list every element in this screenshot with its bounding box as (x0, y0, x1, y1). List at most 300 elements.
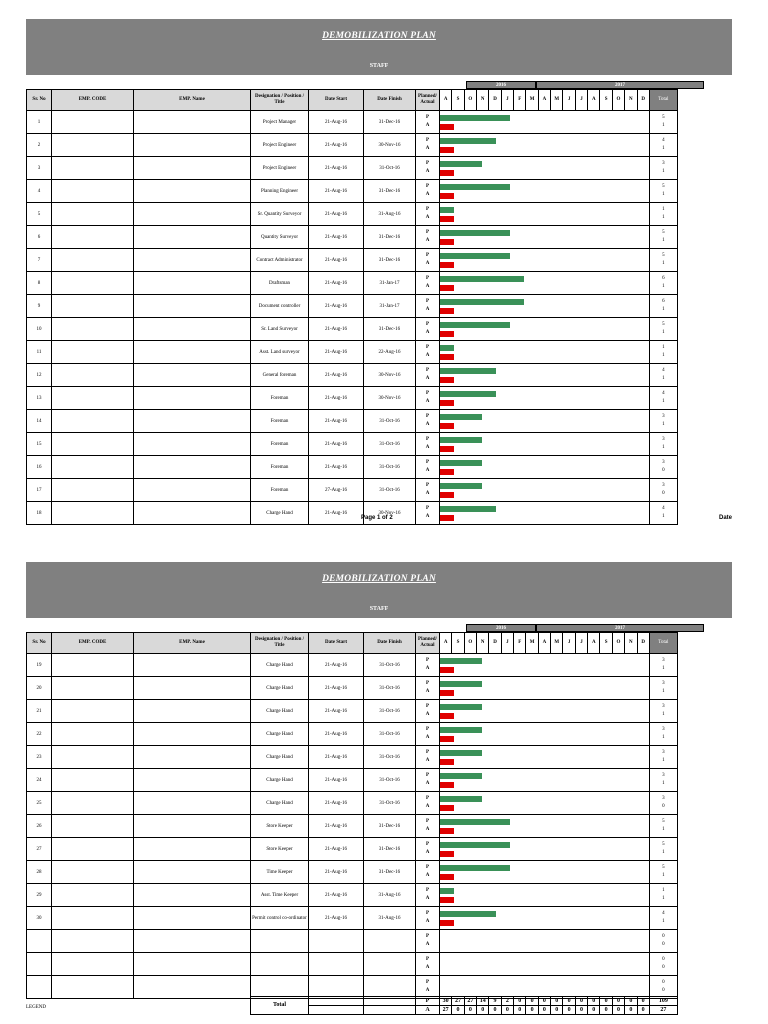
designation-cell: Project Engineer (251, 134, 309, 157)
planned-actual-cell (416, 654, 440, 677)
col-header-date-start: Date Start (309, 90, 364, 111)
gantt-cell (440, 953, 650, 976)
planned-bar (440, 138, 496, 144)
date-start-cell: 21-Aug-16 (309, 838, 364, 861)
date-start-cell: 21-Aug-16 (309, 456, 364, 479)
gantt-cell (440, 111, 650, 134)
col-header-designation: Designation / Position / Title (251, 90, 309, 111)
staff-table-page-1 (26, 89, 678, 525)
row-total-cell (649, 746, 677, 769)
date-start-cell: 21-Aug-16 (309, 723, 364, 746)
month-header: S (452, 633, 464, 654)
title-banner (26, 562, 732, 618)
planned-label: P (425, 138, 430, 143)
emp-code-cell (52, 502, 134, 525)
gantt-cell (440, 723, 650, 746)
planned-month-sum: 0 (538, 997, 550, 1006)
gantt-cell (440, 769, 650, 792)
planned-total: 0 (662, 980, 665, 985)
month-header: O (612, 633, 624, 654)
planned-month-sum: 0 (551, 997, 563, 1006)
planned-label: P (425, 184, 430, 189)
date-start-cell (309, 930, 364, 953)
actual-total: 1 (662, 514, 665, 519)
actual-bar (440, 690, 454, 696)
month-header: O (464, 633, 476, 654)
actual-bar (440, 170, 454, 176)
gantt-cell (440, 134, 650, 157)
gantt-cell (440, 157, 650, 180)
actual-label: A (425, 192, 430, 197)
actual-label: A (425, 445, 430, 450)
emp-name-cell (134, 111, 251, 134)
actual-total: 1 (662, 712, 665, 717)
emp-name-cell (134, 203, 251, 226)
date-start-cell: 21-Aug-16 (309, 410, 364, 433)
emp-name-cell (134, 861, 251, 884)
date-finish-cell: 31-Oct-16 (364, 410, 416, 433)
sr-no-cell: 19 (27, 654, 52, 677)
emp-name-cell (134, 930, 251, 953)
sr-no-cell: 2 (27, 134, 52, 157)
table-row (27, 387, 678, 410)
gantt-cell (440, 930, 650, 953)
actual-summary-row (251, 1006, 678, 1015)
gantt-cell (440, 272, 650, 295)
actual-label: A (425, 376, 430, 381)
emp-name-cell (134, 746, 251, 769)
month-header: D (489, 633, 501, 654)
col-header-emp-name: EMP. Name (134, 90, 251, 111)
sr-no-cell: 1 (27, 111, 52, 134)
col-header-planned-actual: Planned/ Actual (416, 90, 440, 111)
table-row (27, 318, 678, 341)
planned-label: P (425, 727, 430, 732)
designation-cell: Charge Hand (251, 502, 309, 525)
designation-cell (251, 930, 309, 953)
date-finish-cell: 31-Aug-16 (364, 203, 416, 226)
planned-bar (440, 460, 482, 466)
planned-bar (440, 658, 482, 664)
designation-cell: Charge Hand (251, 792, 309, 815)
emp-code-cell (52, 861, 134, 884)
actual-bar (440, 308, 454, 314)
date-start-cell: 21-Aug-16 (309, 746, 364, 769)
planned-total: 3 (662, 460, 665, 465)
planned-bar (440, 345, 454, 351)
actual-label: A (425, 284, 430, 289)
blank-cell (309, 1006, 364, 1015)
designation-cell: Quantity Surveyor (251, 226, 309, 249)
blank-cell (309, 997, 364, 1006)
actual-total: 1 (662, 689, 665, 694)
date-finish-cell: 31-Oct-16 (364, 433, 416, 456)
emp-name-cell (134, 953, 251, 976)
col-header-planned-actual: Planned/ Actual (416, 633, 440, 654)
actual-total: 0 (662, 965, 665, 970)
emp-code-cell (52, 387, 134, 410)
planned-total: 5 (662, 842, 665, 847)
col-header-designation: Designation / Position / Title (251, 633, 309, 654)
sr-no-cell: 9 (27, 295, 52, 318)
sr-no-cell: 4 (27, 180, 52, 203)
month-header: M (551, 90, 563, 111)
date-finish-cell: 31-Dec-16 (364, 838, 416, 861)
planned-total: 3 (662, 414, 665, 419)
planned-bar (440, 842, 510, 848)
actual-bar (440, 239, 454, 245)
emp-code-cell (52, 341, 134, 364)
emp-code-cell (52, 700, 134, 723)
planned-bar (440, 796, 482, 802)
planned-actual-cell (416, 907, 440, 930)
emp-code-cell (52, 226, 134, 249)
actual-label: A (425, 169, 430, 174)
designation-cell: Foreman (251, 433, 309, 456)
month-header: N (625, 90, 637, 111)
table-row (27, 953, 678, 976)
emp-name-cell (134, 792, 251, 815)
page-number: Page 1 of 2 (361, 515, 393, 521)
emp-name-cell (134, 884, 251, 907)
actual-month-sum: 0 (477, 1006, 489, 1015)
emp-code-cell (52, 295, 134, 318)
planned-total: 3 (662, 796, 665, 801)
table-row (27, 295, 678, 318)
date-start-cell: 21-Aug-16 (309, 502, 364, 525)
date-finish-cell: 30-Nov-16 (364, 364, 416, 387)
month-header: A (588, 90, 600, 111)
sr-no-cell (27, 953, 52, 976)
actual-total: 1 (662, 666, 665, 671)
planned-label: P (425, 911, 430, 916)
table-row (27, 272, 678, 295)
month-header: J (563, 633, 575, 654)
page-title: DEMOBILIZATION PLAN (322, 31, 436, 41)
planned-total: 5 (662, 819, 665, 824)
planned-label: P (425, 322, 430, 327)
planned-total: 4 (662, 368, 665, 373)
sr-no-cell: 12 (27, 364, 52, 387)
gantt-cell (440, 677, 650, 700)
row-total-cell (649, 249, 677, 272)
actual-total: 0 (662, 942, 665, 947)
date-finish-cell: 31-Aug-16 (364, 884, 416, 907)
gantt-cell (440, 838, 650, 861)
actual-month-sum: 0 (452, 1006, 464, 1015)
actual-label: A (425, 827, 430, 832)
designation-cell: Asst. Land surveyor (251, 341, 309, 364)
actual-label: A (425, 146, 430, 151)
sr-no-cell: 5 (27, 203, 52, 226)
date-finish-cell: 31-Dec-16 (364, 111, 416, 134)
blank-cell (364, 997, 416, 1006)
actual-label: A (425, 491, 430, 496)
actual-bar (440, 331, 454, 337)
date-finish-cell: 31-Oct-16 (364, 456, 416, 479)
col-header-total: Total (649, 90, 677, 111)
actual-bar (440, 285, 454, 291)
designation-cell: Project Manager (251, 111, 309, 134)
planned-bar (440, 865, 510, 871)
emp-code-cell (52, 456, 134, 479)
planned-label: P (425, 230, 430, 235)
emp-code-cell (52, 433, 134, 456)
date-start-cell: 21-Aug-16 (309, 700, 364, 723)
month-header: O (464, 90, 476, 111)
planned-total: 4 (662, 506, 665, 511)
year-2017-header: 2017 (536, 81, 704, 89)
actual-bar (440, 446, 454, 452)
emp-code-cell (52, 976, 134, 999)
planned-label: P (425, 161, 430, 166)
gantt-cell (440, 226, 650, 249)
planned-month-sum: 9 (489, 997, 501, 1006)
totals-table (250, 996, 678, 1015)
actual-bar (440, 124, 454, 130)
gantt-cell (440, 203, 650, 226)
actual-bar (440, 193, 454, 199)
planned-label: P (425, 773, 430, 778)
actual-month-sum: 0 (489, 1006, 501, 1015)
month-header: A (538, 633, 550, 654)
planned-month-sum: 14 (477, 997, 489, 1006)
actual-label: A (425, 689, 430, 694)
date-start-cell: 21-Aug-16 (309, 180, 364, 203)
actual-label: A (425, 850, 430, 855)
planned-actual-cell (416, 456, 440, 479)
planned-label: P (425, 865, 430, 870)
actual-bar (440, 713, 454, 719)
page-subtitle: STAFF (369, 606, 389, 612)
planned-bar (440, 437, 482, 443)
actual-month-sum: 0 (501, 1006, 513, 1015)
planned-actual-cell (416, 677, 440, 700)
emp-code-cell (52, 203, 134, 226)
month-header: M (526, 90, 538, 111)
month-header: S (600, 633, 612, 654)
emp-code-cell (52, 746, 134, 769)
planned-total: 6 (662, 276, 665, 281)
planned-grand-total: 109 (649, 997, 677, 1006)
table-row (27, 111, 678, 134)
planned-total: 4 (662, 911, 665, 916)
month-header: M (526, 633, 538, 654)
blank-cell (364, 1006, 416, 1015)
emp-name-cell (134, 815, 251, 838)
row-total-cell (649, 723, 677, 746)
actual-label: A (425, 896, 430, 901)
planned-label: P (425, 980, 430, 985)
planned-label: P (425, 460, 430, 465)
date-finish-cell: 31-Oct-16 (364, 700, 416, 723)
planned-actual-cell (416, 433, 440, 456)
row-total-cell (649, 677, 677, 700)
row-total-cell (649, 930, 677, 953)
designation-cell: Permit control co-ordinator (251, 907, 309, 930)
actual-total: 1 (662, 284, 665, 289)
date-start-cell: 21-Aug-16 (309, 677, 364, 700)
actual-label: A (416, 1006, 440, 1015)
designation-cell: Charge Hand (251, 769, 309, 792)
actual-total: 1 (662, 376, 665, 381)
emp-code-cell (52, 654, 134, 677)
date-start-cell: 21-Aug-16 (309, 318, 364, 341)
actual-bar (440, 805, 454, 811)
month-header: S (452, 90, 464, 111)
designation-cell: Foreman (251, 456, 309, 479)
designation-cell: Draftsman (251, 272, 309, 295)
table-row (27, 838, 678, 861)
date-finish-cell: 31-Oct-16 (364, 792, 416, 815)
emp-name-cell (134, 502, 251, 525)
date-finish-cell: 31-Dec-16 (364, 226, 416, 249)
planned-bar (440, 161, 482, 167)
actual-total: 1 (662, 758, 665, 763)
gantt-cell (440, 387, 650, 410)
actual-bar (440, 354, 454, 360)
date-start-cell: 21-Aug-16 (309, 654, 364, 677)
planned-bar (440, 727, 482, 733)
emp-name-cell (134, 479, 251, 502)
date-start-cell: 21-Aug-16 (309, 341, 364, 364)
month-header: F (514, 90, 526, 111)
planned-total: 5 (662, 230, 665, 235)
date-finish-cell: 31-Oct-16 (364, 479, 416, 502)
date-start-cell: 27-Aug-16 (309, 479, 364, 502)
total-label: Total (251, 997, 309, 1015)
month-header: A (538, 90, 550, 111)
planned-summary-row (251, 997, 678, 1006)
planned-month-sum: 27 (452, 997, 464, 1006)
planned-bar (440, 299, 524, 305)
emp-name-cell (134, 723, 251, 746)
date-finish-cell: 31-Oct-16 (364, 157, 416, 180)
table-row (27, 502, 678, 525)
planned-actual-cell (416, 838, 440, 861)
actual-total: 0 (662, 491, 665, 496)
date-finish-cell: 31-Aug-16 (364, 907, 416, 930)
planned-total: 3 (662, 161, 665, 166)
row-total-cell (649, 410, 677, 433)
col-header-sr-no: Sr. No (27, 633, 52, 654)
gantt-cell (440, 410, 650, 433)
emp-name-cell (134, 654, 251, 677)
designation-cell: Time Keeper (251, 861, 309, 884)
sr-no-cell: 23 (27, 746, 52, 769)
planned-actual-cell (416, 111, 440, 134)
actual-bar (440, 851, 454, 857)
planned-actual-cell (416, 861, 440, 884)
date-start-cell: 21-Aug-16 (309, 203, 364, 226)
planned-actual-cell (416, 341, 440, 364)
row-total-cell (649, 111, 677, 134)
planned-bar (440, 704, 482, 710)
designation-cell: Planning Engineer (251, 180, 309, 203)
date-start-cell: 21-Aug-16 (309, 134, 364, 157)
gantt-cell (440, 433, 650, 456)
planned-label: P (425, 750, 430, 755)
row-total-cell (649, 502, 677, 525)
planned-total: 1 (662, 207, 665, 212)
actual-total: 1 (662, 422, 665, 427)
page-title: DEMOBILIZATION PLAN (322, 574, 436, 584)
planned-total: 0 (662, 934, 665, 939)
actual-total: 1 (662, 307, 665, 312)
table-row (27, 180, 678, 203)
sr-no-cell: 27 (27, 838, 52, 861)
actual-bar (440, 262, 454, 268)
planned-label: P (425, 796, 430, 801)
planned-month-sum: 0 (600, 997, 612, 1006)
planned-total: 1 (662, 888, 665, 893)
table-row (27, 433, 678, 456)
planned-total: 5 (662, 322, 665, 327)
emp-code-cell (52, 884, 134, 907)
sr-no-cell: 26 (27, 815, 52, 838)
sr-no-cell: 8 (27, 272, 52, 295)
month-header: A (588, 633, 600, 654)
date-start-cell: 21-Aug-16 (309, 861, 364, 884)
date-finish-cell: 31-Dec-16 (364, 318, 416, 341)
planned-label: P (425, 276, 430, 281)
table-row (27, 479, 678, 502)
col-header-emp-code: EMP. CODE (52, 90, 134, 111)
table-row (27, 861, 678, 884)
planned-month-sum: 0 (526, 997, 538, 1006)
planned-month-sum: 30 (440, 997, 452, 1006)
planned-total: 4 (662, 138, 665, 143)
row-total-cell (649, 700, 677, 723)
actual-total: 1 (662, 873, 665, 878)
planned-label: P (425, 115, 430, 120)
emp-name-cell (134, 456, 251, 479)
table-row (27, 203, 678, 226)
actual-bar (440, 216, 454, 222)
planned-month-sum: 0 (514, 997, 526, 1006)
planned-label: P (425, 414, 430, 419)
date-finish-cell: 30-Nov-16 (364, 387, 416, 410)
planned-label: P (425, 483, 430, 488)
date-start-cell: 21-Aug-16 (309, 364, 364, 387)
planned-label: P (425, 437, 430, 442)
actual-month-sum: 0 (464, 1006, 476, 1015)
sr-no-cell: 24 (27, 769, 52, 792)
planned-label: P (425, 368, 430, 373)
year-2017-header: 2017 (536, 624, 704, 632)
emp-name-cell (134, 410, 251, 433)
actual-month-sum: 0 (625, 1006, 637, 1015)
month-header: N (477, 90, 489, 111)
planned-actual-cell (416, 792, 440, 815)
planned-total: 3 (662, 681, 665, 686)
planned-total: 3 (662, 704, 665, 709)
planned-label: P (425, 253, 430, 258)
actual-label: A (425, 261, 430, 266)
actual-label: A (425, 123, 430, 128)
table-row (27, 364, 678, 387)
emp-name-cell (134, 700, 251, 723)
planned-bar (440, 230, 510, 236)
actual-label: A (425, 330, 430, 335)
planned-month-sum: 0 (575, 997, 587, 1006)
row-total-cell (649, 815, 677, 838)
planned-bar (440, 681, 482, 687)
sr-no-cell: 20 (27, 677, 52, 700)
sr-no-cell: 21 (27, 700, 52, 723)
sr-no-cell: 17 (27, 479, 52, 502)
legend-label: LEGEND (26, 1005, 46, 1010)
